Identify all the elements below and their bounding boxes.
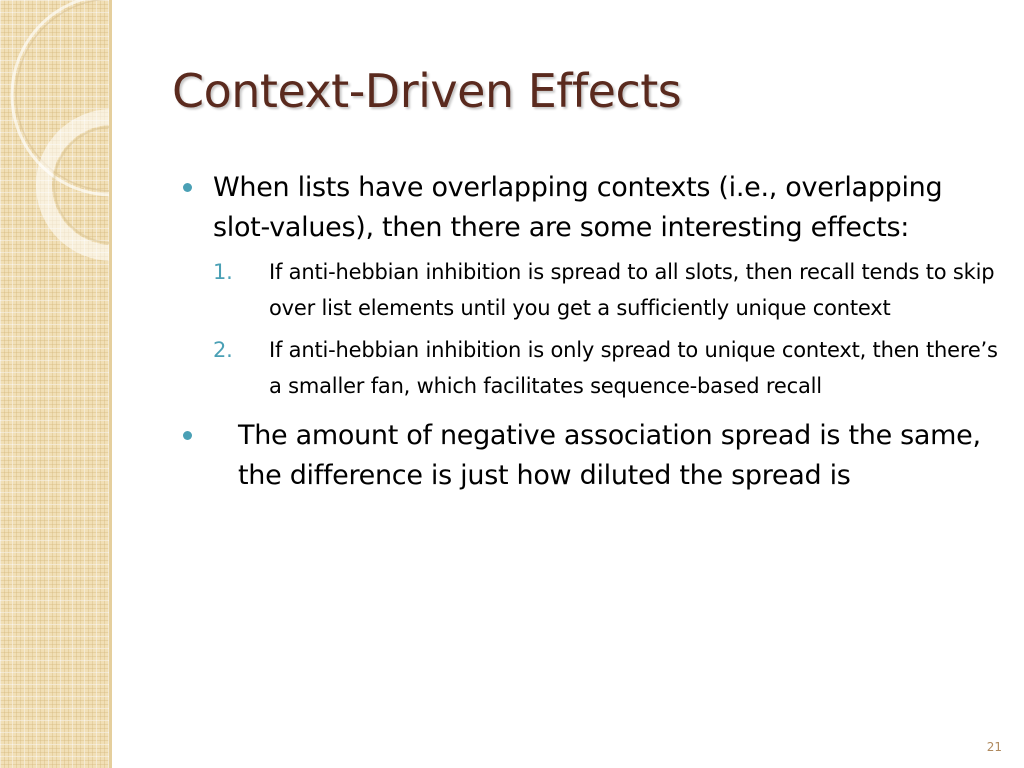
- decorative-side-panel: [0, 0, 112, 768]
- item-number: 1.: [213, 260, 233, 284]
- item-number: 2.: [213, 338, 233, 362]
- bullet-text: The amount of negative association spread is the same, the difference is just how diluted the spread is: [238, 420, 981, 491]
- panel-edge: [109, 0, 112, 768]
- bullet-dot-icon: [183, 431, 192, 440]
- bullet-dot-icon: [183, 183, 192, 192]
- slide-title: Context-Driven Effects: [172, 64, 682, 118]
- numbered-item-text: If anti-hebbian inhibition is spread to all slots, then recall tends to skip over list elements until you get a sufficiently unique context: [269, 260, 995, 320]
- numbered-item: [213, 332, 1000, 404]
- decorative-rings: [0, 0, 112, 768]
- bullet-text: When lists have overlapping contexts (i.e., overlapping slot-values), then there are some interesting effects:: [213, 172, 943, 243]
- slide-content: [180, 168, 1000, 496]
- bullet-item: [180, 168, 1000, 248]
- page-number: 21: [986, 740, 1002, 754]
- bullet-item: [180, 416, 1000, 496]
- numbered-item: [213, 254, 1000, 326]
- numbered-list: [213, 254, 1000, 404]
- numbered-item-text: If anti-hebbian inhibition is only spread to unique context, then there’s a smaller fan, which facilitates sequence-based recall: [269, 338, 998, 398]
